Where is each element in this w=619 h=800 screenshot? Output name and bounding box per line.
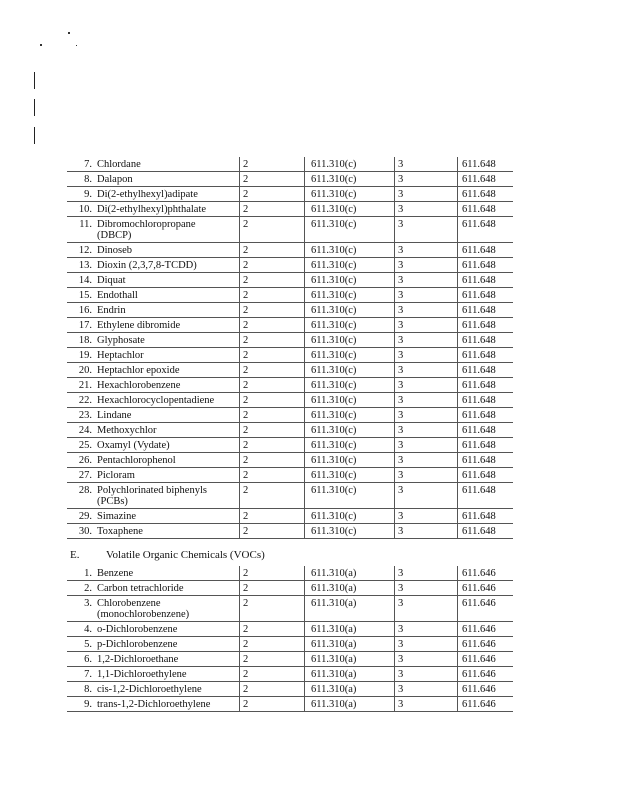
chemical-name: Chlorobenzene xyxy=(97,597,161,609)
chemical-name: Polychlorinated biphenyls xyxy=(97,484,207,496)
reference-cell: 611.648 xyxy=(458,157,514,172)
chemical-name: 1,2-Dichloroethane xyxy=(97,653,179,665)
item-number: 17. xyxy=(78,319,92,331)
item-number: 3. xyxy=(84,597,92,609)
table-row xyxy=(67,333,513,348)
reference-cell: 611.648 xyxy=(458,483,514,509)
scan-speck xyxy=(68,32,70,34)
item-number: 7. xyxy=(84,668,92,680)
method-cell: 3 xyxy=(395,509,458,524)
mcl-cell: 2 xyxy=(240,303,305,318)
mcl-cell: 2 xyxy=(240,682,305,697)
table-row xyxy=(67,468,513,483)
section-letter: E. xyxy=(70,549,80,561)
cfr-cell: 611.310(a) xyxy=(305,622,395,637)
mcl-cell: 2 xyxy=(240,697,305,712)
table-row xyxy=(67,682,513,697)
chemical-cell xyxy=(67,363,240,378)
reference-cell: 611.648 xyxy=(458,509,514,524)
voc-table xyxy=(67,566,513,712)
method-cell: 3 xyxy=(395,393,458,408)
mcl-cell: 2 xyxy=(240,217,305,243)
chemical-name: Ethylene dibromide xyxy=(97,319,181,331)
cfr-cell: 611.310(c) xyxy=(305,333,395,348)
method-cell: 3 xyxy=(395,258,458,273)
method-cell: 3 xyxy=(395,453,458,468)
item-number: 7. xyxy=(84,158,92,170)
item-number: 14. xyxy=(78,274,92,286)
method-cell: 3 xyxy=(395,303,458,318)
item-number: 22. xyxy=(78,394,92,406)
reference-cell: 611.648 xyxy=(458,453,514,468)
cfr-cell: 611.310(a) xyxy=(305,637,395,652)
mcl-cell: 2 xyxy=(240,157,305,172)
reference-cell: 611.648 xyxy=(458,363,514,378)
mcl-cell: 2 xyxy=(240,187,305,202)
chemical-name: Simazine xyxy=(97,510,137,522)
chemical-cell xyxy=(67,408,240,423)
item-number: 18. xyxy=(78,334,92,346)
cfr-cell: 611.310(c) xyxy=(305,509,395,524)
cfr-cell: 611.310(c) xyxy=(305,408,395,423)
table-row xyxy=(67,303,513,318)
chemical-name: Dioxin (2,3,7,8-TCDD) xyxy=(97,259,197,271)
cfr-cell: 611.310(a) xyxy=(305,596,395,622)
table-row xyxy=(67,581,513,596)
method-cell: 3 xyxy=(395,318,458,333)
method-cell: 3 xyxy=(395,348,458,363)
reference-cell: 611.646 xyxy=(458,566,514,581)
table-row xyxy=(67,288,513,303)
section-heading xyxy=(70,549,265,561)
mcl-cell: 2 xyxy=(240,509,305,524)
mcl-cell: 2 xyxy=(240,243,305,258)
method-cell: 3 xyxy=(395,483,458,509)
reference-cell: 611.648 xyxy=(458,333,514,348)
chemical-name: Diquat xyxy=(97,274,126,286)
cfr-cell: 611.310(c) xyxy=(305,187,395,202)
chemical-cell xyxy=(67,468,240,483)
cfr-cell: 611.310(c) xyxy=(305,288,395,303)
chemical-cell xyxy=(67,348,240,363)
item-number: 26. xyxy=(78,454,92,466)
item-number: 20. xyxy=(78,364,92,376)
chemical-cell xyxy=(67,288,240,303)
method-cell: 3 xyxy=(395,524,458,539)
chemical-cell xyxy=(67,202,240,217)
reference-cell: 611.646 xyxy=(458,622,514,637)
table-row xyxy=(67,596,513,622)
table-row xyxy=(67,566,513,581)
table-row xyxy=(67,408,513,423)
mcl-cell: 2 xyxy=(240,652,305,667)
mcl-cell: 2 xyxy=(240,524,305,539)
chemical-name: Glyphosate xyxy=(97,334,145,346)
mcl-cell: 2 xyxy=(240,318,305,333)
reference-cell: 611.646 xyxy=(458,697,514,712)
method-cell: 3 xyxy=(395,468,458,483)
cfr-cell: 611.310(a) xyxy=(305,652,395,667)
mcl-cell: 2 xyxy=(240,423,305,438)
item-number: 13. xyxy=(78,259,92,271)
chemical-name: Di(2-ethylhexyl)phthalate xyxy=(97,203,207,215)
chemical-cell xyxy=(67,217,240,243)
chemical-cell xyxy=(67,453,240,468)
cfr-cell: 611.310(c) xyxy=(305,303,395,318)
table-row xyxy=(67,453,513,468)
table-row xyxy=(67,667,513,682)
reference-cell: 611.646 xyxy=(458,637,514,652)
mcl-cell: 2 xyxy=(240,581,305,596)
revision-bar xyxy=(34,72,35,89)
cfr-cell: 611.310(c) xyxy=(305,423,395,438)
chemical-cell xyxy=(67,258,240,273)
mcl-cell: 2 xyxy=(240,288,305,303)
chemical-name-cont: (PCBs) xyxy=(97,495,128,507)
reference-cell: 611.648 xyxy=(458,202,514,217)
method-cell: 3 xyxy=(395,363,458,378)
reference-cell: 611.648 xyxy=(458,408,514,423)
item-number: 8. xyxy=(84,173,92,185)
mcl-cell: 2 xyxy=(240,483,305,509)
cfr-cell: 611.310(c) xyxy=(305,348,395,363)
reference-cell: 611.648 xyxy=(458,217,514,243)
mcl-cell: 2 xyxy=(240,566,305,581)
cfr-cell: 611.310(c) xyxy=(305,524,395,539)
method-cell: 3 xyxy=(395,217,458,243)
chemical-cell xyxy=(67,318,240,333)
cfr-cell: 611.310(c) xyxy=(305,243,395,258)
chemical-name: 1,1-Dichloroethylene xyxy=(97,668,187,680)
chemical-cell xyxy=(67,682,240,697)
organic-chemicals-table xyxy=(67,157,513,539)
chemical-cell xyxy=(67,303,240,318)
item-number: 30. xyxy=(78,525,92,537)
method-cell: 3 xyxy=(395,566,458,581)
chemical-cell xyxy=(67,423,240,438)
table-row xyxy=(67,172,513,187)
chemical-name: Endothall xyxy=(97,289,138,301)
table-row xyxy=(67,217,513,243)
table-row xyxy=(67,378,513,393)
chemical-name-cont: (DBCP) xyxy=(97,229,132,241)
item-number: 6. xyxy=(84,653,92,665)
table-row xyxy=(67,697,513,712)
reference-cell: 611.648 xyxy=(458,243,514,258)
item-number: 19. xyxy=(78,349,92,361)
reference-cell: 611.648 xyxy=(458,393,514,408)
cfr-cell: 611.310(c) xyxy=(305,318,395,333)
mcl-cell: 2 xyxy=(240,202,305,217)
mcl-cell: 2 xyxy=(240,378,305,393)
cfr-cell: 611.310(a) xyxy=(305,581,395,596)
table-row xyxy=(67,243,513,258)
chemical-name: Endrin xyxy=(97,304,126,316)
item-number: 4. xyxy=(84,623,92,635)
mcl-cell: 2 xyxy=(240,348,305,363)
cfr-cell: 611.310(a) xyxy=(305,667,395,682)
chemical-cell xyxy=(67,187,240,202)
chemical-name: Hexachlorocyclopentadiene xyxy=(97,394,215,406)
chemical-cell xyxy=(67,273,240,288)
chemical-cell xyxy=(67,581,240,596)
table-row xyxy=(67,438,513,453)
cfr-cell: 611.310(c) xyxy=(305,393,395,408)
reference-cell: 611.648 xyxy=(458,187,514,202)
reference-cell: 611.648 xyxy=(458,423,514,438)
chemical-name: p-Dichlorobenzene xyxy=(97,638,178,650)
cfr-cell: 611.310(c) xyxy=(305,217,395,243)
table-row xyxy=(67,483,513,509)
method-cell: 3 xyxy=(395,202,458,217)
table-row xyxy=(67,622,513,637)
reference-cell: 611.648 xyxy=(458,378,514,393)
item-number: 23. xyxy=(78,409,92,421)
chemical-name: Heptachlor epoxide xyxy=(97,364,180,376)
chemical-name: cis-1,2-Dichloroethylene xyxy=(97,683,202,695)
revision-bar xyxy=(34,127,35,144)
table-row xyxy=(67,393,513,408)
reference-cell: 611.646 xyxy=(458,596,514,622)
mcl-cell: 2 xyxy=(240,596,305,622)
chemical-name: Oxamyl (Vydate) xyxy=(97,439,170,451)
chemical-name-cont: (monochlorobenzene) xyxy=(97,608,190,620)
mcl-cell: 2 xyxy=(240,333,305,348)
mcl-cell: 2 xyxy=(240,273,305,288)
method-cell: 3 xyxy=(395,243,458,258)
method-cell: 3 xyxy=(395,423,458,438)
chemical-cell xyxy=(67,393,240,408)
table-row xyxy=(67,318,513,333)
reference-cell: 611.648 xyxy=(458,288,514,303)
chemical-cell xyxy=(67,622,240,637)
table-row xyxy=(67,652,513,667)
chemical-name: Chlordane xyxy=(97,158,141,170)
item-number: 27. xyxy=(78,469,92,481)
method-cell: 3 xyxy=(395,288,458,303)
method-cell: 3 xyxy=(395,408,458,423)
chemical-cell xyxy=(67,509,240,524)
cfr-cell: 611.310(a) xyxy=(305,682,395,697)
chemical-cell xyxy=(67,333,240,348)
cfr-cell: 611.310(c) xyxy=(305,453,395,468)
reference-cell: 611.648 xyxy=(458,172,514,187)
cfr-cell: 611.310(c) xyxy=(305,202,395,217)
chemical-name: Pentachlorophenol xyxy=(97,454,176,466)
chemical-cell xyxy=(67,637,240,652)
table-row xyxy=(67,509,513,524)
item-number: 21. xyxy=(78,379,92,391)
chemical-cell xyxy=(67,524,240,539)
cfr-cell: 611.310(c) xyxy=(305,273,395,288)
method-cell: 3 xyxy=(395,622,458,637)
reference-cell: 611.646 xyxy=(458,652,514,667)
reference-cell: 611.646 xyxy=(458,667,514,682)
chemical-name: Toxaphene xyxy=(97,525,143,537)
item-number: 9. xyxy=(84,698,92,710)
section-title: Volatile Organic Chemicals (VOCs) xyxy=(106,549,265,561)
method-cell: 3 xyxy=(395,187,458,202)
method-cell: 3 xyxy=(395,581,458,596)
chemical-cell xyxy=(67,243,240,258)
table-row xyxy=(67,258,513,273)
table-row xyxy=(67,524,513,539)
cfr-cell: 611.310(c) xyxy=(305,483,395,509)
mcl-cell: 2 xyxy=(240,622,305,637)
chemical-name: Dalapon xyxy=(97,173,133,185)
item-number: 2. xyxy=(84,582,92,594)
method-cell: 3 xyxy=(395,682,458,697)
table-row xyxy=(67,202,513,217)
mcl-cell: 2 xyxy=(240,258,305,273)
chemical-name: Heptachlor xyxy=(97,349,144,361)
cfr-cell: 611.310(c) xyxy=(305,258,395,273)
mcl-cell: 2 xyxy=(240,453,305,468)
chemical-name: trans-1,2-Dichloroethylene xyxy=(97,698,211,710)
chemical-cell xyxy=(67,566,240,581)
chemical-name: Carbon tetrachloride xyxy=(97,582,184,594)
method-cell: 3 xyxy=(395,438,458,453)
cfr-cell: 611.310(c) xyxy=(305,157,395,172)
reference-cell: 611.648 xyxy=(458,318,514,333)
chemical-name: Methoxychlor xyxy=(97,424,157,436)
chemical-name: o-Dichlorobenzene xyxy=(97,623,178,635)
chemical-cell xyxy=(67,596,240,622)
method-cell: 3 xyxy=(395,652,458,667)
item-number: 16. xyxy=(78,304,92,316)
item-number: 29. xyxy=(78,510,92,522)
item-number: 9. xyxy=(84,188,92,200)
table-row xyxy=(67,363,513,378)
chemical-cell xyxy=(67,172,240,187)
cfr-cell: 611.310(c) xyxy=(305,438,395,453)
item-number: 25. xyxy=(78,439,92,451)
chemical-name: Hexachlorobenzene xyxy=(97,379,181,391)
revision-bar xyxy=(34,99,35,116)
table-row xyxy=(67,157,513,172)
item-number: 10. xyxy=(78,203,92,215)
mcl-cell: 2 xyxy=(240,172,305,187)
chemical-cell xyxy=(67,652,240,667)
reference-cell: 611.648 xyxy=(458,524,514,539)
method-cell: 3 xyxy=(395,637,458,652)
mcl-cell: 2 xyxy=(240,363,305,378)
table-row xyxy=(67,423,513,438)
method-cell: 3 xyxy=(395,667,458,682)
item-number: 1. xyxy=(84,567,92,579)
cfr-cell: 611.310(c) xyxy=(305,172,395,187)
chemical-cell xyxy=(67,378,240,393)
item-number: 12. xyxy=(78,244,92,256)
method-cell: 3 xyxy=(395,157,458,172)
method-cell: 3 xyxy=(395,697,458,712)
item-number: 28. xyxy=(78,484,92,496)
chemical-cell xyxy=(67,667,240,682)
method-cell: 3 xyxy=(395,273,458,288)
reference-cell: 611.648 xyxy=(458,258,514,273)
cfr-cell: 611.310(c) xyxy=(305,468,395,483)
chemical-name: Lindane xyxy=(97,409,132,421)
mcl-cell: 2 xyxy=(240,667,305,682)
chemical-cell xyxy=(67,157,240,172)
cfr-cell: 611.310(a) xyxy=(305,697,395,712)
item-number: 8. xyxy=(84,683,92,695)
table-row xyxy=(67,637,513,652)
mcl-cell: 2 xyxy=(240,637,305,652)
mcl-cell: 2 xyxy=(240,408,305,423)
scan-speck xyxy=(40,44,42,46)
chemical-name: Picloram xyxy=(97,469,135,481)
reference-cell: 611.648 xyxy=(458,438,514,453)
cfr-cell: 611.310(c) xyxy=(305,378,395,393)
reference-cell: 611.648 xyxy=(458,273,514,288)
item-number: 5. xyxy=(84,638,92,650)
chemical-name: Di(2-ethylhexyl)adipate xyxy=(97,188,198,200)
table-row xyxy=(67,348,513,363)
item-number: 15. xyxy=(78,289,92,301)
method-cell: 3 xyxy=(395,596,458,622)
chemical-cell xyxy=(67,483,240,509)
item-number: 24. xyxy=(78,424,92,436)
item-number: 11. xyxy=(79,218,92,230)
chemical-name: Dinoseb xyxy=(97,244,132,256)
reference-cell: 611.648 xyxy=(458,348,514,363)
mcl-cell: 2 xyxy=(240,393,305,408)
scan-speck xyxy=(76,45,77,46)
mcl-cell: 2 xyxy=(240,468,305,483)
method-cell: 3 xyxy=(395,378,458,393)
chemical-name: Dibromochloropropane xyxy=(97,218,196,230)
mcl-cell: 2 xyxy=(240,438,305,453)
table-row xyxy=(67,187,513,202)
chemical-cell xyxy=(67,697,240,712)
reference-cell: 611.646 xyxy=(458,581,514,596)
reference-cell: 611.648 xyxy=(458,468,514,483)
method-cell: 3 xyxy=(395,333,458,348)
method-cell: 3 xyxy=(395,172,458,187)
cfr-cell: 611.310(a) xyxy=(305,566,395,581)
cfr-cell: 611.310(c) xyxy=(305,363,395,378)
table-row xyxy=(67,273,513,288)
chemical-name: Benzene xyxy=(97,567,134,579)
reference-cell: 611.648 xyxy=(458,303,514,318)
chemical-cell xyxy=(67,438,240,453)
reference-cell: 611.646 xyxy=(458,682,514,697)
